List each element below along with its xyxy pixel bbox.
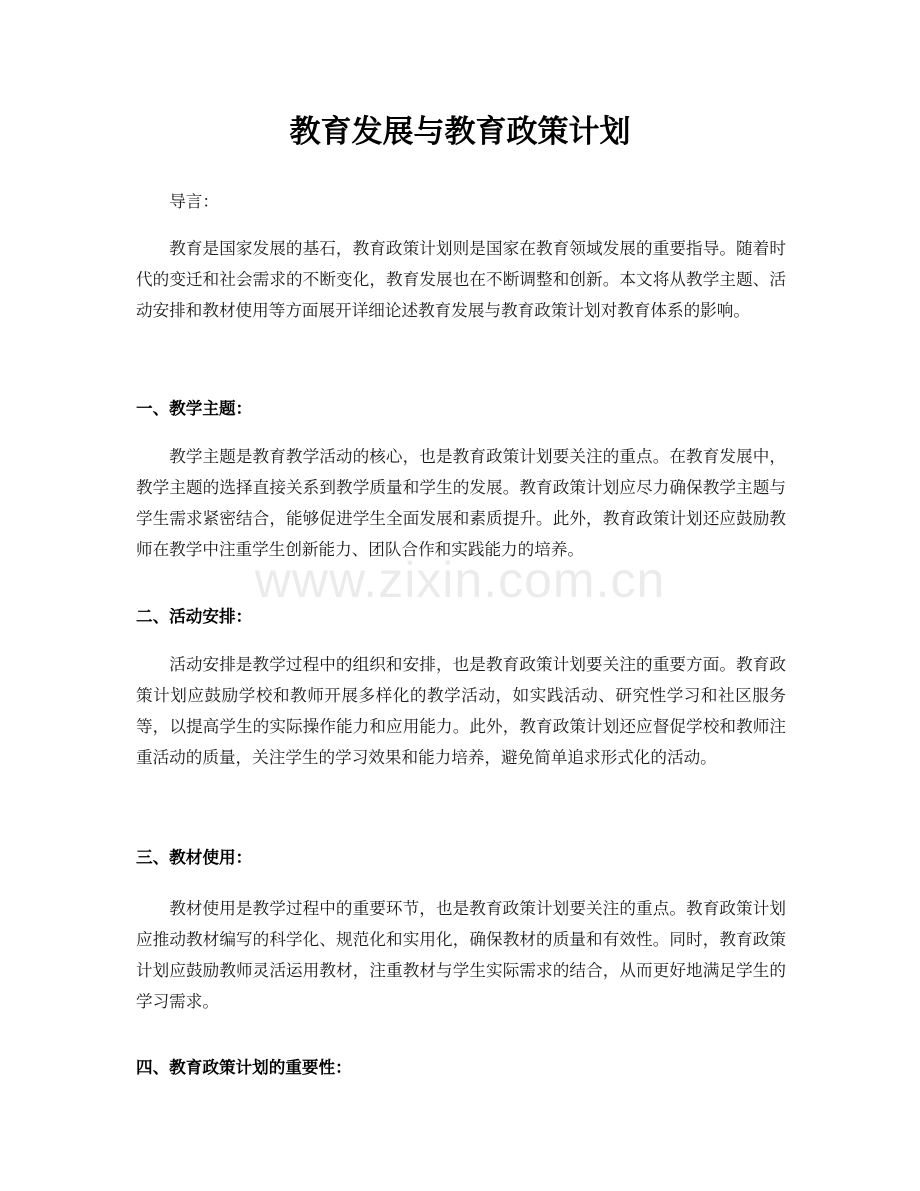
intro-paragraph: 教育是国家发展的基石，教育政策计划则是国家在教育领域发展的重要指导。随着时代的变迁和社会需求的不断变化，教育发展也在不断调整和创新。本文将从教学主题、活动安排和教材使用等方面展开详细论述教育发展与教育政策计划对教育体系的影响。 <box>136 239 786 320</box>
section-paragraph-textbook-use: 教材使用是教学过程中的重要环节，也是教育政策计划要关注的重点。教育政策计划应推动教材编写的科学化、规范化和实用化，确保教材的质量和有效性。同时，教育政策计划应鼓励教师灵活运用教材，注重教材与学生实际需求的结合，从而更好地满足学生的学习需求。 <box>136 899 786 1011</box>
section-heading-policy-importance: 四、教育政策计划的重要性： <box>136 1058 352 1077</box>
section-heading-textbook-use: 三、教材使用： <box>136 848 253 867</box>
section-heading-activity-arrangement: 二、活动安排： <box>136 607 253 626</box>
document-title: 教育发展与教育政策计划 <box>289 114 631 150</box>
section-heading-teaching-theme: 一、教学主题： <box>136 399 253 418</box>
intro-label: 导言： <box>169 192 219 211</box>
section-paragraph-teaching-theme: 教学主题是教育教学活动的核心，也是教育政策计划要关注的重点。在教育发展中，教学主题的选择直接关系到教学质量和学生的发展。教育政策计划应尽力确保教学主题与学生需求紧密结合，能够促进学生全面发展和素质提升。此外，教育政策计划还应鼓励教师在教学中注重学生创新能力、团队合作和实践能力的培养。 <box>136 447 786 559</box>
section-paragraph-activity-arrangement: 活动安排是教学过程中的组织和安排，也是教育政策计划要关注的重要方面。教育政策计划应鼓励学校和教师开展多样化的教学活动，如实践活动、研究性学习和社区服务等，以提高学生的实际操作能力和应用能力。此外，教育政策计划还应督促学校和教师注重活动的质量，关注学生的学习效果和能力培养，避免简单追求形式化的活动。 <box>136 655 786 767</box>
watermark: www.zixin.com.cn <box>254 552 666 608</box>
